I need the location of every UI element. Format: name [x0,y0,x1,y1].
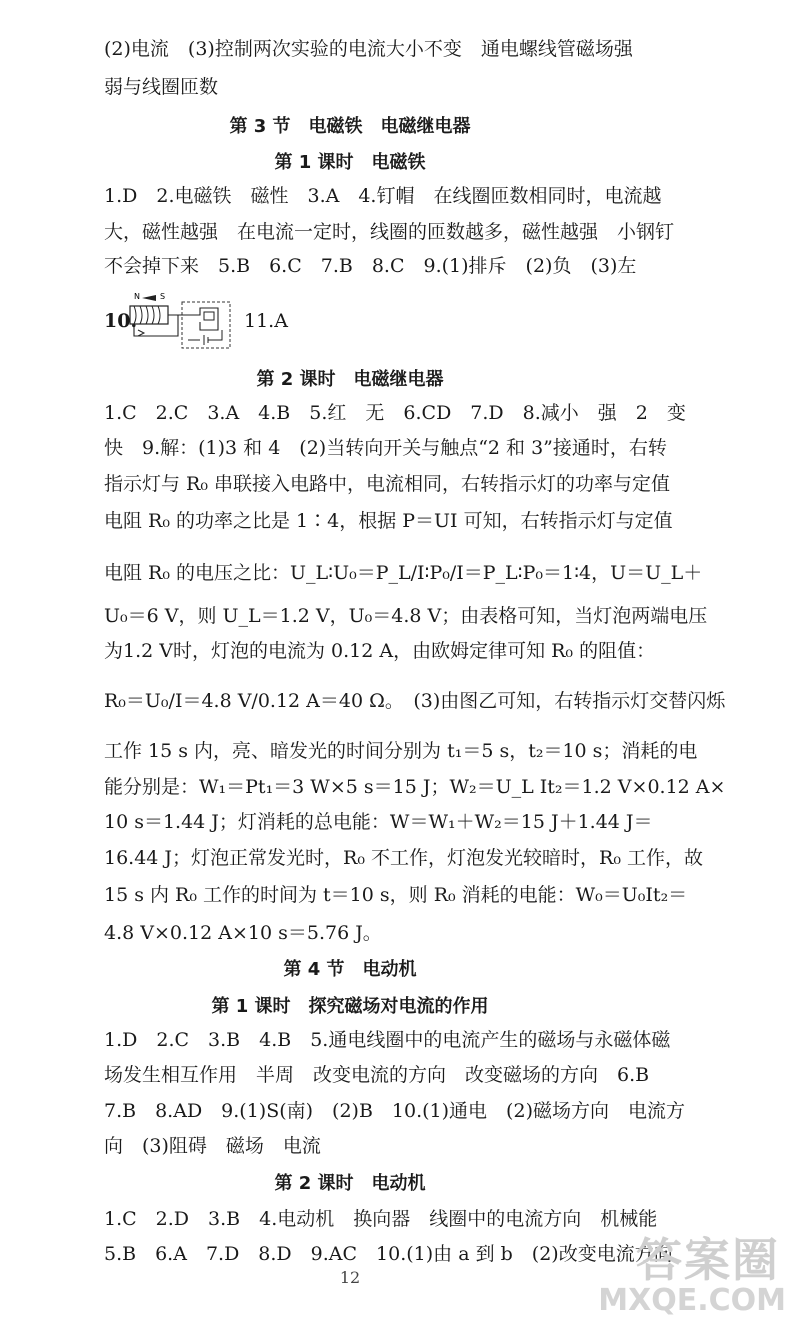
lesson-heading: 第 2 课时 电动机 [274,1173,426,1194]
current-arrow-icon [138,330,144,336]
answer-line: R₀＝U₀/I＝4.8 V/0.12 A＝40 Ω。 (3)由图乙可知，右转指示灯交替闪烁 [104,690,726,712]
watermark [574,1216,794,1326]
answer-line: 快 9.解：(1)3 和 4 (2)当转向开关与触点“2 和 3”接通时，右转 [104,437,667,459]
page-number: 12 [339,1268,361,1287]
answer-line: 电阻 R₀ 的电压之比：U_L∶U₀＝P_L/I∶P₀/I＝P_L∶P₀＝1∶4，U＝U_L＋ [104,562,703,584]
answer-line: 1.D 2.C 3.B 4.B 5.通电线圈中的电流产生的磁场与永磁体磁 [104,1029,671,1051]
answer-line: 场发生相互作用 半周 改变电流的方向 改变磁场的方向 6.B [104,1064,650,1086]
watermark-url: MXQE.COM [598,1283,786,1318]
north-pole-label: N [134,292,140,301]
section-heading: 第 3 节 电磁铁 电磁继电器 [229,116,471,137]
lesson-heading: 第 1 课时 探究磁场对电流的作用 [211,996,489,1017]
circuit-svg [104,290,234,352]
circuit-wire [178,308,218,330]
electromagnet-circuit-diagram [104,290,234,352]
lesson-heading: 第 1 课时 电磁铁 [274,152,426,173]
answer-line: 为1.2 V时，灯泡的电流为 0.12 A，由欧姆定律可知 R₀ 的阻值： [104,640,656,662]
answer-line: 7.B 8.AD 9.(1)S(南) (2)B 10.(1)通电 (2)磁场方向 电流方 [104,1100,685,1122]
answer-line: 4.8 V×0.12 A×10 s＝5.76 J。 [104,922,382,944]
resistor-symbol [204,312,214,320]
question-number: 10. [104,310,138,332]
answer-line: 5.B 6.A 7.D 8.D 9.AC 10.(1)由 a 到 b (2)改变电流方向 [104,1243,673,1265]
answer-line: 10 s＝1.44 J；灯消耗的总电能：W＝W₁＋W₂＝15 J＋1.44 J＝ [104,811,653,833]
answer-line: 1.C 2.D 3.B 4.电动机 换向器 线圈中的电流方向 机械能 [104,1208,658,1230]
answer-line: 大，磁性越强 在电流一定时，线圈的匝数越多，磁性越强 小钢钉 [104,221,675,243]
answer-line: 向 (3)阻碍 磁场 电流 [104,1135,321,1157]
answer-line: 工作 15 s 内，亮、暗发光的时间分别为 t₁＝5 s，t₂＝10 s；消耗的电 [104,740,698,762]
answer-line: 不会掉下来 5.B 6.C 7.B 8.C 9.(1)排斥 (2)负 (3)左 [104,255,637,277]
answer-line: (2)电流 (3)控制两次实验的电流大小不变 通电螺线管磁场强 [104,38,633,60]
answer-line: 15 s 内 R₀ 工作的时间为 t＝10 s，则 R₀ 消耗的电能：W₀＝U₀It₂＝ [104,884,688,906]
answer-line: 11.A [244,310,288,332]
circuit-wire [134,315,178,336]
battery-symbol [188,330,222,345]
coil-windings [134,306,160,324]
south-pole-label: S [160,292,166,301]
answer-line: 能分别是：W₁＝Pt₁＝3 W×5 s＝15 J；W₂＝U_L It₂＝1.2 V×0.12 A× [104,776,726,798]
watermark-logo: 答案圈 [636,1233,780,1287]
answer-line: 电阻 R₀ 的功率之比是 1∶4，根据 P＝UI 可知，右转指示灯与定值 [104,510,673,532]
answer-line: 1.D 2.电磁铁 磁性 3.A 4.钉帽 在线圈匝数相同时，电流越 [104,185,662,207]
answer-line: 1.C 2.C 3.A 4.B 5.红 无 6.CD 7.D 8.减小 强 2 变 [104,402,686,424]
answer-line: U₀＝6 V，则 U_L＝1.2 V，U₀＝4.8 V；由表格可知，当灯泡两端电压 [104,605,708,627]
lesson-heading: 第 2 课时 电磁继电器 [256,369,444,390]
section-heading: 第 4 节 电动机 [283,959,417,980]
compass-needle-icon [142,295,156,301]
answer-line: 16.44 J；灯泡正常发光时，R₀ 不工作，灯泡发光较暗时，R₀ 工作，故 [104,847,703,869]
dashed-box [182,302,230,348]
answer-line: 弱与线圈匝数 [104,76,219,98]
answer-line: 指示灯与 R₀ 串联接入电路中，电流相同，右转指示灯的功率与定值 [104,473,671,495]
